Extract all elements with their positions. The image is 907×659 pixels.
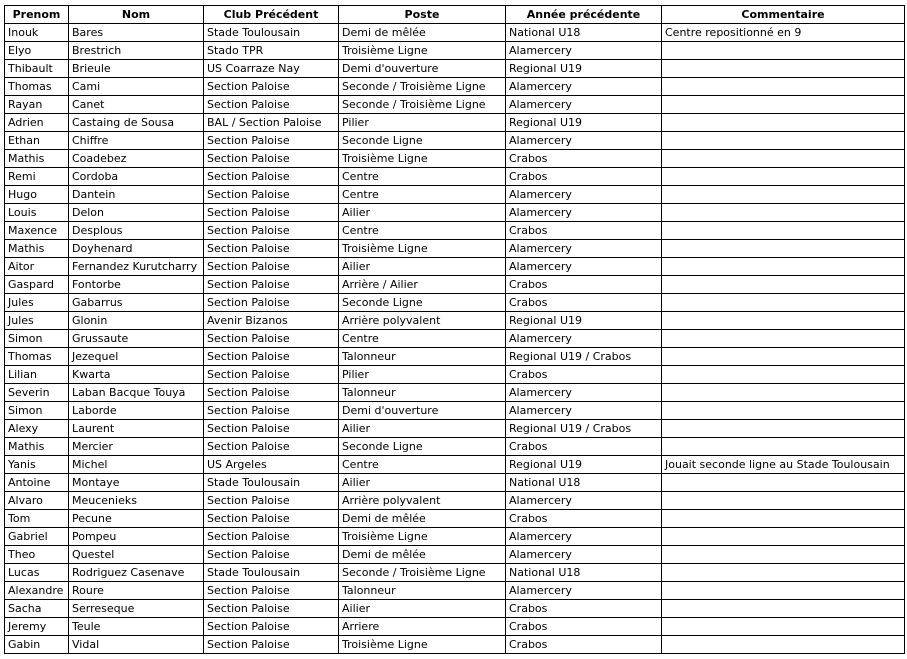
table-row <box>5 168 905 186</box>
table-row <box>5 510 905 528</box>
cell-poste[interactable]: Demi de mêlée <box>339 546 506 564</box>
cell-poste[interactable]: Centre <box>339 456 506 474</box>
cell-annee[interactable]: Crabos <box>506 438 662 456</box>
cell-nom[interactable]: Glonin <box>69 312 204 330</box>
table-row <box>5 240 905 258</box>
cell-prenom[interactable]: Remi <box>5 168 69 186</box>
cell-club[interactable]: Stade Toulousain <box>204 564 339 582</box>
cell-nom[interactable]: Laborde <box>69 402 204 420</box>
cell-prenom[interactable]: Simon <box>5 402 69 420</box>
table-row <box>5 258 905 276</box>
header-nom: Nom <box>69 6 204 24</box>
cell-nom[interactable]: Rodriguez Casenave <box>69 564 204 582</box>
cell-annee[interactable]: Alamercery <box>506 132 662 150</box>
cell-poste[interactable]: Demi de mêlée <box>339 24 506 42</box>
table-row <box>5 78 905 96</box>
cell-poste[interactable]: Pilier <box>339 114 506 132</box>
header-commentaire: Commentaire <box>662 6 905 24</box>
cell-poste[interactable]: Seconde / Troisième Ligne <box>339 564 506 582</box>
cell-prenom[interactable]: Gabin <box>5 636 69 654</box>
cell-annee[interactable]: Alamercery <box>506 546 662 564</box>
table-row <box>5 528 905 546</box>
cell-prenom[interactable]: Jeremy <box>5 618 69 636</box>
table-row <box>5 186 905 204</box>
table-row <box>5 420 905 438</box>
header-prenom: Prenom <box>5 6 69 24</box>
cell-commentaire[interactable] <box>662 420 905 438</box>
cell-prenom[interactable]: Louis <box>5 204 69 222</box>
cell-annee[interactable]: Regional U19 <box>506 114 662 132</box>
table-row <box>5 294 905 312</box>
table-row <box>5 132 905 150</box>
cell-prenom[interactable]: Hugo <box>5 186 69 204</box>
table-row <box>5 150 905 168</box>
cell-commentaire[interactable] <box>662 510 905 528</box>
cell-prenom[interactable]: Gaspard <box>5 276 69 294</box>
cell-nom[interactable]: Coadebez <box>69 150 204 168</box>
cell-annee[interactable]: Alamercery <box>506 330 662 348</box>
cell-nom[interactable]: Meucenieks <box>69 492 204 510</box>
cell-club[interactable]: Section Paloise <box>204 222 339 240</box>
cell-annee[interactable]: Alamercery <box>506 528 662 546</box>
cell-annee[interactable]: Regional U19 <box>506 60 662 78</box>
cell-nom[interactable]: Dantein <box>69 186 204 204</box>
cell-commentaire[interactable] <box>662 384 905 402</box>
table-row <box>5 222 905 240</box>
cell-commentaire[interactable] <box>662 42 905 60</box>
cell-poste[interactable]: Seconde Ligne <box>339 132 506 150</box>
cell-club[interactable]: Section Paloise <box>204 582 339 600</box>
table-row <box>5 96 905 114</box>
cell-nom[interactable]: Serreseque <box>69 600 204 618</box>
cell-nom[interactable]: Laban Bacque Touya <box>69 384 204 402</box>
cell-commentaire[interactable] <box>662 438 905 456</box>
player-table <box>4 5 905 654</box>
cell-annee[interactable]: Crabos <box>506 276 662 294</box>
cell-annee[interactable]: National U18 <box>506 24 662 42</box>
cell-club[interactable]: Stade Toulousain <box>204 24 339 42</box>
cell-nom[interactable]: Canet <box>69 96 204 114</box>
cell-nom[interactable]: Castaing de Sousa <box>69 114 204 132</box>
cell-nom[interactable]: Kwarta <box>69 366 204 384</box>
cell-nom[interactable]: Laurent <box>69 420 204 438</box>
cell-nom[interactable]: Teule <box>69 618 204 636</box>
table-row <box>5 114 905 132</box>
cell-prenom[interactable]: Alexandre <box>5 582 69 600</box>
table-row <box>5 546 905 564</box>
cell-annee[interactable]: Alamercery <box>506 384 662 402</box>
cell-commentaire[interactable] <box>662 294 905 312</box>
cell-prenom[interactable]: Jules <box>5 294 69 312</box>
cell-commentaire[interactable] <box>662 204 905 222</box>
cell-poste[interactable]: Talonneur <box>339 348 506 366</box>
cell-poste[interactable]: Troisième Ligne <box>339 528 506 546</box>
cell-commentaire[interactable] <box>662 600 905 618</box>
cell-club[interactable]: Section Paloise <box>204 438 339 456</box>
cell-commentaire[interactable] <box>662 564 905 582</box>
cell-club[interactable]: Section Paloise <box>204 132 339 150</box>
cell-club[interactable]: Section Paloise <box>204 510 339 528</box>
cell-club[interactable]: Section Paloise <box>204 636 339 654</box>
cell-annee[interactable]: Alamercery <box>506 186 662 204</box>
table-row <box>5 438 905 456</box>
cell-prenom[interactable]: Lucas <box>5 564 69 582</box>
cell-nom[interactable]: Vidal <box>69 636 204 654</box>
cell-club[interactable]: US Coarraze Nay <box>204 60 339 78</box>
cell-nom[interactable]: Brestrich <box>69 42 204 60</box>
cell-annee[interactable]: National U18 <box>506 564 662 582</box>
cell-club[interactable]: Section Paloise <box>204 492 339 510</box>
table-row <box>5 60 905 78</box>
cell-prenom[interactable]: Thibault <box>5 60 69 78</box>
cell-annee[interactable]: Alamercery <box>506 42 662 60</box>
header-club: Club Précédent <box>204 6 339 24</box>
header-poste: Poste <box>339 6 506 24</box>
cell-poste[interactable]: Seconde / Troisième Ligne <box>339 96 506 114</box>
cell-annee[interactable]: Crabos <box>506 600 662 618</box>
cell-club[interactable]: Section Paloise <box>204 546 339 564</box>
cell-poste[interactable]: Ailier <box>339 420 506 438</box>
cell-nom[interactable]: Michel <box>69 456 204 474</box>
cell-nom[interactable]: Doyhenard <box>69 240 204 258</box>
cell-commentaire[interactable] <box>662 636 905 654</box>
cell-prenom[interactable]: Mathis <box>5 438 69 456</box>
cell-poste[interactable]: Arrière polyvalent <box>339 492 506 510</box>
cell-prenom[interactable]: Theo <box>5 546 69 564</box>
table-row <box>5 492 905 510</box>
cell-commentaire[interactable] <box>662 348 905 366</box>
cell-nom[interactable]: Questel <box>69 546 204 564</box>
cell-commentaire[interactable] <box>662 474 905 492</box>
cell-poste[interactable]: Centre <box>339 186 506 204</box>
table-row <box>5 636 905 654</box>
cell-poste[interactable]: Arrière polyvalent <box>339 312 506 330</box>
cell-nom[interactable]: Chiffre <box>69 132 204 150</box>
cell-prenom[interactable]: Thomas <box>5 78 69 96</box>
cell-commentaire[interactable] <box>662 114 905 132</box>
cell-commentaire[interactable] <box>662 546 905 564</box>
cell-prenom[interactable]: Tom <box>5 510 69 528</box>
cell-poste[interactable]: Troisième Ligne <box>339 150 506 168</box>
cell-annee[interactable]: Regional U19 / Crabos <box>506 420 662 438</box>
cell-annee[interactable]: Alamercery <box>506 492 662 510</box>
cell-annee[interactable]: Crabos <box>506 618 662 636</box>
cell-poste[interactable]: Ailier <box>339 474 506 492</box>
cell-prenom[interactable]: Adrien <box>5 114 69 132</box>
cell-nom[interactable]: Fontorbe <box>69 276 204 294</box>
cell-club[interactable]: Section Paloise <box>204 96 339 114</box>
cell-commentaire[interactable] <box>662 60 905 78</box>
cell-nom[interactable]: Grussaute <box>69 330 204 348</box>
cell-annee[interactable]: Regional U19 <box>506 456 662 474</box>
cell-commentaire[interactable] <box>662 186 905 204</box>
table-row <box>5 384 905 402</box>
cell-commentaire[interactable] <box>662 168 905 186</box>
cell-poste[interactable]: Troisième Ligne <box>339 240 506 258</box>
cell-commentaire[interactable] <box>662 222 905 240</box>
table-row <box>5 330 905 348</box>
cell-annee[interactable]: National U18 <box>506 474 662 492</box>
cell-nom[interactable]: Mercier <box>69 438 204 456</box>
cell-club[interactable]: Section Paloise <box>204 330 339 348</box>
header-annee: Année précédente <box>506 6 662 24</box>
cell-club[interactable]: Section Paloise <box>204 204 339 222</box>
cell-club[interactable]: Section Paloise <box>204 276 339 294</box>
table-row <box>5 456 905 474</box>
cell-prenom[interactable]: Rayan <box>5 96 69 114</box>
cell-annee[interactable]: Crabos <box>506 168 662 186</box>
cell-club[interactable]: Section Paloise <box>204 294 339 312</box>
cell-club[interactable]: Section Paloise <box>204 420 339 438</box>
cell-club[interactable]: Section Paloise <box>204 258 339 276</box>
cell-prenom[interactable]: Mathis <box>5 240 69 258</box>
cell-annee[interactable]: Crabos <box>506 366 662 384</box>
cell-commentaire[interactable] <box>662 492 905 510</box>
cell-club[interactable]: BAL / Section Paloise <box>204 114 339 132</box>
cell-annee[interactable]: Regional U19 <box>506 312 662 330</box>
cell-prenom[interactable]: Sacha <box>5 600 69 618</box>
cell-prenom[interactable]: Thomas <box>5 348 69 366</box>
cell-nom[interactable]: Fernandez Kurutcharry <box>69 258 204 276</box>
cell-poste[interactable]: Troisième Ligne <box>339 42 506 60</box>
cell-poste[interactable]: Demi de mêlée <box>339 510 506 528</box>
table-row <box>5 618 905 636</box>
cell-club[interactable]: Stado TPR <box>204 42 339 60</box>
cell-club[interactable]: Section Paloise <box>204 150 339 168</box>
cell-nom[interactable]: Gabarrus <box>69 294 204 312</box>
cell-club[interactable]: Section Paloise <box>204 618 339 636</box>
cell-annee[interactable]: Alamercery <box>506 582 662 600</box>
cell-commentaire[interactable] <box>662 582 905 600</box>
cell-commentaire[interactable] <box>662 132 905 150</box>
cell-nom[interactable]: Desplous <box>69 222 204 240</box>
cell-prenom[interactable]: Yanis <box>5 456 69 474</box>
cell-poste[interactable]: Centre <box>339 330 506 348</box>
cell-nom[interactable]: Bares <box>69 24 204 42</box>
cell-commentaire[interactable] <box>662 150 905 168</box>
cell-annee[interactable]: Crabos <box>506 222 662 240</box>
cell-prenom[interactable]: Elyo <box>5 42 69 60</box>
cell-nom[interactable]: Brieule <box>69 60 204 78</box>
cell-club[interactable]: Section Paloise <box>204 384 339 402</box>
cell-nom[interactable]: Jezequel <box>69 348 204 366</box>
cell-commentaire[interactable] <box>662 330 905 348</box>
cell-annee[interactable]: Alamercery <box>506 96 662 114</box>
cell-commentaire[interactable]: Jouait seconde ligne au Stade Toulousain <box>662 456 905 474</box>
table-row <box>5 312 905 330</box>
cell-prenom[interactable]: Alexy <box>5 420 69 438</box>
cell-prenom[interactable]: Alvaro <box>5 492 69 510</box>
cell-commentaire[interactable] <box>662 276 905 294</box>
cell-poste[interactable]: Talonneur <box>339 582 506 600</box>
cell-commentaire[interactable] <box>662 96 905 114</box>
header-row <box>5 6 905 24</box>
cell-poste[interactable]: Centre <box>339 168 506 186</box>
cell-nom[interactable]: Pompeu <box>69 528 204 546</box>
cell-poste[interactable]: Centre <box>339 222 506 240</box>
table-row <box>5 582 905 600</box>
cell-annee[interactable]: Alamercery <box>506 240 662 258</box>
cell-annee[interactable]: Crabos <box>506 510 662 528</box>
cell-nom[interactable]: Cordoba <box>69 168 204 186</box>
cell-commentaire[interactable] <box>662 258 905 276</box>
cell-club[interactable]: Section Paloise <box>204 366 339 384</box>
cell-poste[interactable]: Ailier <box>339 204 506 222</box>
cell-annee[interactable]: Regional U19 / Crabos <box>506 348 662 366</box>
cell-prenom[interactable]: Mathis <box>5 150 69 168</box>
cell-club[interactable]: Section Paloise <box>204 600 339 618</box>
cell-poste[interactable]: Seconde / Troisième Ligne <box>339 78 506 96</box>
cell-prenom[interactable]: Gabriel <box>5 528 69 546</box>
cell-prenom[interactable]: Jules <box>5 312 69 330</box>
cell-poste[interactable]: Seconde Ligne <box>339 294 506 312</box>
cell-club[interactable]: Section Paloise <box>204 528 339 546</box>
cell-poste[interactable]: Pilier <box>339 366 506 384</box>
cell-annee[interactable]: Alamercery <box>506 402 662 420</box>
table-row <box>5 42 905 60</box>
cell-poste[interactable]: Demi d'ouverture <box>339 402 506 420</box>
cell-club[interactable]: Avenir Bizanos <box>204 312 339 330</box>
cell-prenom[interactable]: Severin <box>5 384 69 402</box>
cell-club[interactable]: Section Paloise <box>204 348 339 366</box>
table-row <box>5 204 905 222</box>
cell-club[interactable]: Section Paloise <box>204 168 339 186</box>
cell-club[interactable]: Section Paloise <box>204 186 339 204</box>
cell-commentaire[interactable] <box>662 240 905 258</box>
table-row <box>5 366 905 384</box>
table-row <box>5 564 905 582</box>
cell-prenom[interactable]: Aitor <box>5 258 69 276</box>
cell-annee[interactable]: Crabos <box>506 294 662 312</box>
table-row <box>5 276 905 294</box>
cell-commentaire[interactable] <box>662 528 905 546</box>
cell-annee[interactable]: Crabos <box>506 150 662 168</box>
cell-poste[interactable]: Arriere <box>339 618 506 636</box>
cell-annee[interactable]: Crabos <box>506 636 662 654</box>
cell-club[interactable]: Section Paloise <box>204 240 339 258</box>
cell-prenom[interactable]: Simon <box>5 330 69 348</box>
cell-poste[interactable]: Talonneur <box>339 384 506 402</box>
cell-poste[interactable]: Troisième Ligne <box>339 636 506 654</box>
cell-club[interactable]: Stade Toulousain <box>204 474 339 492</box>
cell-nom[interactable]: Pecune <box>69 510 204 528</box>
cell-poste[interactable]: Arrière / Ailier <box>339 276 506 294</box>
table-row <box>5 348 905 366</box>
cell-nom[interactable]: Delon <box>69 204 204 222</box>
cell-prenom[interactable]: Maxence <box>5 222 69 240</box>
cell-annee[interactable]: Alamercery <box>506 258 662 276</box>
cell-poste[interactable]: Seconde Ligne <box>339 438 506 456</box>
cell-poste[interactable]: Ailier <box>339 600 506 618</box>
cell-prenom[interactable]: Antoine <box>5 474 69 492</box>
cell-prenom[interactable]: Lilian <box>5 366 69 384</box>
cell-annee[interactable]: Alamercery <box>506 204 662 222</box>
cell-nom[interactable]: Cami <box>69 78 204 96</box>
cell-club[interactable]: Section Paloise <box>204 402 339 420</box>
cell-club[interactable]: US Argeles <box>204 456 339 474</box>
cell-commentaire[interactable] <box>662 366 905 384</box>
cell-poste[interactable]: Demi d'ouverture <box>339 60 506 78</box>
table-row <box>5 600 905 618</box>
cell-commentaire[interactable] <box>662 402 905 420</box>
cell-club[interactable]: Section Paloise <box>204 78 339 96</box>
cell-commentaire[interactable] <box>662 78 905 96</box>
table-row <box>5 402 905 420</box>
cell-commentaire[interactable] <box>662 312 905 330</box>
cell-prenom[interactable]: Inouk <box>5 24 69 42</box>
table-row <box>5 474 905 492</box>
cell-commentaire[interactable] <box>662 618 905 636</box>
cell-nom[interactable]: Roure <box>69 582 204 600</box>
cell-annee[interactable]: Alamercery <box>506 78 662 96</box>
cell-prenom[interactable]: Ethan <box>5 132 69 150</box>
cell-poste[interactable]: Ailier <box>339 258 506 276</box>
cell-commentaire[interactable]: Centre repositionné en 9 <box>662 24 905 42</box>
table-row <box>5 24 905 42</box>
cell-nom[interactable]: Montaye <box>69 474 204 492</box>
